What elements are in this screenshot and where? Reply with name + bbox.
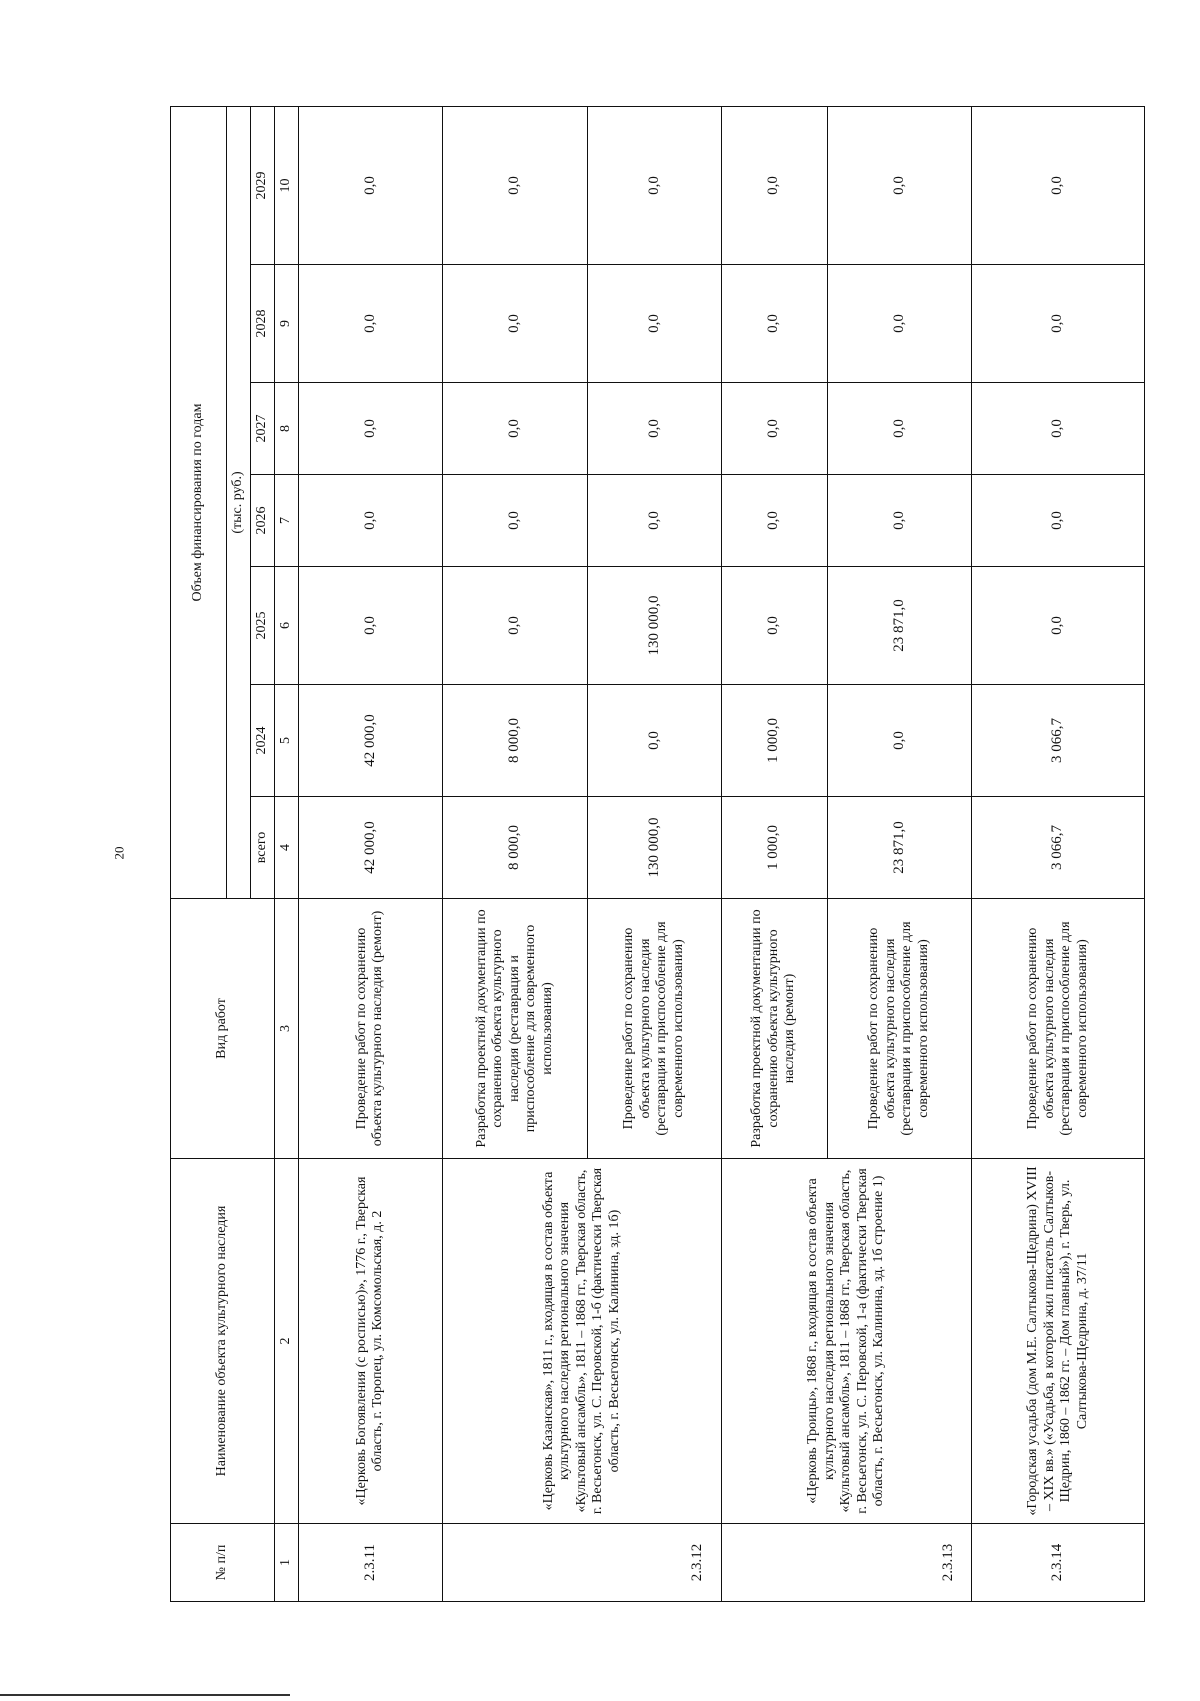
header-work: Вид работ (171, 899, 275, 1159)
header-financing: Объем финансирования по годам (171, 106, 227, 898)
funding-value: 0,0 (298, 265, 443, 383)
work-type: Проведение работ по сохранению объекта культурного наследия (реставрация и приспособление для современного использования) (827, 899, 972, 1159)
funding-value: 8 000,0 (443, 685, 588, 797)
table-container (170, 107, 1145, 1602)
column-index: 2 (274, 1159, 298, 1524)
column-index: 8 (274, 383, 298, 475)
header-year: всего (250, 797, 274, 899)
funding-value: 0,0 (721, 106, 827, 264)
row-number: 2.3.13 (721, 1524, 972, 1602)
funding-value: 0,0 (588, 685, 722, 797)
funding-value: 42 000,0 (298, 797, 443, 899)
work-type: Разработка проектной документации по сохранению объекта культурного наследия (реставрация и приспособление для современного использования) (443, 899, 588, 1159)
funding-value: 8 000,0 (443, 797, 588, 899)
funding-value: 42 000,0 (298, 685, 443, 797)
row-number: 2.3.12 (443, 1524, 721, 1602)
heritage-object-name: «Церковь Троицы», 1868 г., входящая в состав объекта культурного наследия регионального значения «Культовый ансамбль», 1811 – 1868 гг., Тверская область, г. Весьегонск, ул. С. Перовской, 1-а (фактически Тверская область, г. Весьегонск, ул. Калинина, зд. 1б строение 1) (721, 1159, 972, 1524)
scan-edge-line (0, 1694, 290, 1696)
table-row (721, 106, 827, 1601)
header-year: 2025 (250, 567, 274, 685)
funding-value: 0,0 (443, 567, 588, 685)
table-row (298, 106, 443, 1601)
funding-value: 0,0 (588, 106, 722, 264)
header-year: 2027 (250, 383, 274, 475)
column-index: 3 (274, 899, 298, 1159)
funding-value: 1 000,0 (721, 797, 827, 899)
funding-value: 0,0 (588, 475, 722, 567)
funding-value: 130 000,0 (588, 797, 722, 899)
column-index: 1 (274, 1524, 298, 1602)
funding-value: 130 000,0 (588, 567, 722, 685)
header-year: 2029 (250, 106, 274, 264)
work-type: Проведение работ по сохранению объекта культурного наследия (реставрация и приспособление для современного использования) (972, 899, 1145, 1159)
funding-value: 1 000,0 (721, 685, 827, 797)
funding-value: 0,0 (443, 106, 588, 264)
table-row (972, 106, 1145, 1601)
funding-value: 3 066,7 (972, 797, 1145, 899)
column-index: 5 (274, 685, 298, 797)
funding-value: 0,0 (721, 475, 827, 567)
funding-value: 0,0 (721, 383, 827, 475)
funding-value: 0,0 (443, 475, 588, 567)
funding-value: 0,0 (827, 475, 972, 567)
funding-value: 0,0 (827, 106, 972, 264)
funding-value: 0,0 (827, 383, 972, 475)
header-unit: (тыс. руб.) (226, 106, 250, 898)
funding-value: 0,0 (972, 475, 1145, 567)
column-index: 10 (274, 106, 298, 264)
funding-value: 0,0 (443, 265, 588, 383)
header-year: 2024 (250, 685, 274, 797)
heritage-object-name: «Церковь Казанская», 1811 г., входящая в состав объекта культурного наследия регионального значения «Культовый ансамбль», 1811 – 1868 гг., Тверская область, г. Весьегонск, ул. С. Перовской, 1-б (фактически Тверская область, г. Весьегонск, ул. Калинина, зд. 1б) (443, 1159, 721, 1524)
work-type: Разработка проектной документации по сохранению объекта культурного наследия (ремонт) (721, 899, 827, 1159)
funding-value: 0,0 (298, 106, 443, 264)
funding-value: 3 066,7 (972, 685, 1145, 797)
funding-value: 0,0 (443, 383, 588, 475)
funding-value: 0,0 (972, 265, 1145, 383)
table-row (443, 106, 588, 1601)
funding-value: 0,0 (972, 383, 1145, 475)
work-type: Проведение работ по сохранению объекта культурного наследия (реставрация и приспособление для современного использования) (588, 899, 722, 1159)
row-number: 2.3.11 (298, 1524, 443, 1602)
page-number: 20 (111, 846, 127, 860)
column-index: 9 (274, 265, 298, 383)
funding-value: 0,0 (588, 265, 722, 383)
funding-value: 0,0 (298, 475, 443, 567)
funding-value: 0,0 (721, 567, 827, 685)
funding-value: 0,0 (972, 567, 1145, 685)
row-number: 2.3.14 (972, 1524, 1145, 1602)
column-index: 7 (274, 475, 298, 567)
funding-value: 0,0 (827, 685, 972, 797)
header-year: 2026 (250, 475, 274, 567)
funding-value: 0,0 (298, 383, 443, 475)
financing-table (170, 106, 1145, 1602)
header-num: № п/п (171, 1524, 275, 1602)
funding-value: 0,0 (972, 106, 1145, 264)
header-name: Наименование объекта культурного наследия (171, 1159, 275, 1524)
header-year: 2028 (250, 265, 274, 383)
funding-value: 23 871,0 (827, 567, 972, 685)
column-index: 6 (274, 567, 298, 685)
heritage-object-name: «Церковь Богоявления (с росписью)», 1776 г., Тверская область, г. Торопец, ул. Комсомольская, д. 2 (298, 1159, 443, 1524)
funding-value: 0,0 (721, 265, 827, 383)
column-index: 4 (274, 797, 298, 899)
funding-value: 0,0 (827, 265, 972, 383)
funding-value: 0,0 (588, 383, 722, 475)
work-type: Проведение работ по сохранению объекта культурного наследия (ремонт) (298, 899, 443, 1159)
heritage-object-name: «Городская усадьба (дом М.Е. Салтыкова-Щедрина) XVIII – XIX вв.» («Усадьба, в которой жил писатель Салтыков-Щедрин, 1860 – 1862 гг. – Дом главный»), г. Тверь, ул. Салтыкова-Щедрина, д. 37/11 (972, 1159, 1145, 1524)
funding-value: 0,0 (298, 567, 443, 685)
funding-value: 23 871,0 (827, 797, 972, 899)
